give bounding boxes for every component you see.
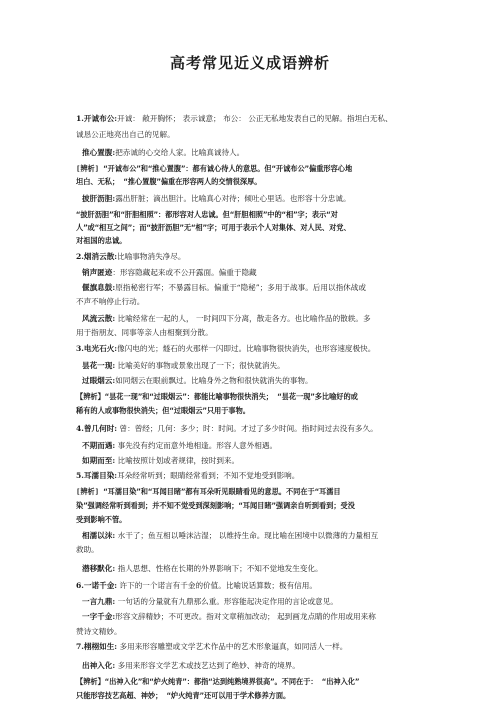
text-line — [76, 487, 436, 497]
term-label: 相濡以沫: — [82, 531, 116, 540]
text-line — [76, 424, 436, 434]
line-text: 诚恳公正地亮出自己的见解。 — [76, 130, 175, 139]
text-line — [76, 545, 436, 555]
line-text: 不声不响停止行动。 — [76, 297, 145, 306]
text-line — [82, 441, 442, 451]
line-text: 只能形容技艺高超、神妙； “炉火纯青”还可以用于学术修养方面。 — [76, 691, 291, 700]
term-label: 一字千金: — [82, 612, 116, 621]
line-text: ：形容隐藏起来或不公开露面。偏重于隐藏 — [112, 268, 257, 277]
term-label: 出神入化: — [82, 661, 116, 670]
text-line — [76, 130, 436, 140]
text-line — [82, 612, 442, 622]
term-label: 如期而至: — [82, 456, 116, 465]
text-line — [82, 531, 442, 541]
text-line — [82, 597, 442, 607]
term-label: 5.耳濡目染: — [76, 471, 118, 480]
term-label: 潜移默化: — [82, 564, 116, 573]
line-text: 露出肝脏；滴出胆汁。比喻真心对待；倾吐心里话。也形容十分忠诚。 — [115, 194, 351, 203]
line-text: 像闪电的光；燧石的火那样一闪即过。比喻事物很快消失，也形容速度极快。 — [117, 344, 376, 353]
text-line — [82, 376, 442, 386]
term-label: 过眼烟云: — [82, 376, 116, 385]
line-text: 比喻经常在一起的人， 一时间四下分离，散走各方。也比喻作品的散轶。多 — [115, 314, 371, 323]
text-line — [76, 252, 436, 262]
line-text: 多用来形容文学艺术或技艺达到了绝妙、神奇的境界。 — [115, 661, 300, 670]
line-text: 耳朵经常听到；眼睛经常看到；不知不觉地受到影响。 — [117, 471, 300, 480]
text-line — [82, 268, 442, 278]
line-text: 受到影响不管。 — [76, 515, 127, 524]
line-text: 稀有的人或事物很快消失；但“过眼烟云”只用于事物。 — [76, 406, 250, 415]
text-line — [82, 456, 442, 466]
line-text: 把赤诚的心交给人家。比喻真诚待人。 — [115, 148, 245, 157]
text-line — [76, 627, 436, 637]
term-label: 7.栩栩如生: — [76, 642, 118, 651]
text-line — [82, 564, 442, 574]
term-label: 一言九鼎: — [82, 597, 116, 606]
line-text: 救助。 — [76, 545, 99, 554]
term-label: 披肝沥胆: — [82, 194, 116, 203]
term-label: 3.电光石火: — [76, 344, 118, 353]
term-label: 推心置腹: — [82, 148, 116, 157]
text-line — [76, 406, 436, 416]
line-text: 染”强调经常听到看到；并不知不觉受到深刻影响；“耳闻目睹”强调亲自听到看到；受没 — [76, 501, 355, 510]
line-text: 比喻事物消失净尽。 — [117, 252, 186, 261]
line-text: 如同烟云在眼前飘过。比喻身外之物和很快就消失的事物。 — [115, 376, 313, 385]
text-line — [82, 194, 442, 204]
line-text: 用于指朋友、同事等亲人由相聚到分散。 — [76, 328, 213, 337]
text-line — [76, 691, 436, 701]
text-line — [82, 661, 442, 671]
line-text: 比喻按照计划或者规律，按时到来。 — [115, 456, 240, 465]
line-text: 多用来形容雕塑或文学艺术作品中的艺术形象逼真，如同活人一样。 — [117, 642, 348, 651]
line-text: 指人思想、性格在长期的外界影响下；不知不觉地发生变化。 — [115, 564, 323, 573]
text-line — [76, 501, 436, 511]
line-text: 水干了；鱼互相以唾沫沾湿； 以维持生命。现比喻在困境中以微薄的力量相互 — [115, 531, 379, 540]
term-label: 1.开诚布公: — [76, 114, 118, 123]
line-text: 开诚： 敞开胸怀； 表示诚意； 布公： 公正无私地发表自己的见解。指坦白无私、 — [117, 114, 393, 123]
line-text: “披肝沥胆”和“肝胆相照”：都形容对人忠诚。但“肝胆相照”中的“相”字；表示“对 — [76, 210, 338, 219]
text-line — [82, 361, 442, 371]
term-label: 6.一诺千金: — [76, 581, 118, 590]
term-label: 销声匿迹 — [82, 268, 113, 277]
text-line — [76, 297, 436, 307]
text-line — [76, 164, 436, 174]
term-label: 偃旗息鼓: — [82, 283, 116, 292]
term-label: 不期而遇: — [82, 441, 116, 450]
text-line — [76, 223, 436, 233]
term-label: 风流云散: — [82, 314, 116, 323]
text-line — [76, 236, 436, 246]
line-text: 人”或“相互之间”；而“披肝沥胆”无“相”字；可用于表示个人对集体、对人民、对党、 — [76, 223, 351, 232]
text-line — [76, 177, 436, 187]
line-text: [辨析] “耳濡目染”和“耳闻目睹”都有耳朵听见眼睛看见的意思。不同在于“耳濡目 — [76, 487, 341, 496]
text-line — [82, 148, 442, 158]
line-text: 一句话的分量就有九鼎那么重。形容能起决定作用的言论或意见。 — [115, 597, 338, 606]
text-line — [76, 471, 436, 481]
text-line — [76, 392, 436, 402]
line-text: 【辨析】“昙花一现”和“过眼烟云”：都能比喻事物很快消失； “昙花一现”多比喻好的或 — [76, 392, 358, 401]
line-text: 赞诗文精妙。 — [76, 627, 122, 636]
line-text: 【辨析】“出神入化”和“炉火纯青”：都指“达到纯熟境界很高”。不同在于： “出神入化” — [76, 677, 360, 686]
line-text: 形容文辞精妙；不可更改。指对文章稍加改动； 起到画龙点睛的作用或用来称 — [115, 612, 376, 621]
line-text: 比喻美好的事物或景象出现了一下；很快就消失。 — [115, 361, 285, 370]
line-text: [辨析] “开诚布公”和“推心置腹”：都有诚心待人的意思。但“开诚布公”偏重形容心地 — [76, 164, 353, 173]
text-line — [76, 515, 436, 525]
line-text: 许下的一个诺言有千金的价值。比喻说话算数；极有信用。 — [117, 581, 317, 590]
text-line — [76, 581, 436, 591]
line-text: 事先没有约定而意外地相逢。形容人意外相遇。 — [115, 441, 278, 450]
line-text: 原指秘密行军；不暴露目标。偏重于“隐秘”；多用于战事。后用以指休战或 — [115, 283, 366, 292]
text-line — [76, 677, 436, 687]
text-line — [76, 328, 436, 338]
term-label: 4.曾几何时: — [76, 424, 118, 433]
page-title: 高考常见近义成语辨析 — [169, 54, 330, 72]
line-text: 坦白、无私； “推心置腹”偏重在形容两人的交情很深厚。 — [76, 177, 262, 186]
text-line — [76, 210, 436, 220]
term-label: 2.烟消云散: — [76, 252, 118, 261]
text-line — [82, 314, 442, 324]
line-text: 对祖国的忠诚。 — [76, 236, 127, 245]
text-line — [76, 642, 436, 652]
term-label: 昙花一现: — [82, 361, 116, 370]
text-line — [82, 283, 442, 293]
text-line — [76, 344, 436, 354]
text-line — [76, 114, 436, 124]
line-text: 曾：曾经；几何：多少；时：时间。才过了多少时间。指时间过去没有多久。 — [117, 424, 378, 433]
